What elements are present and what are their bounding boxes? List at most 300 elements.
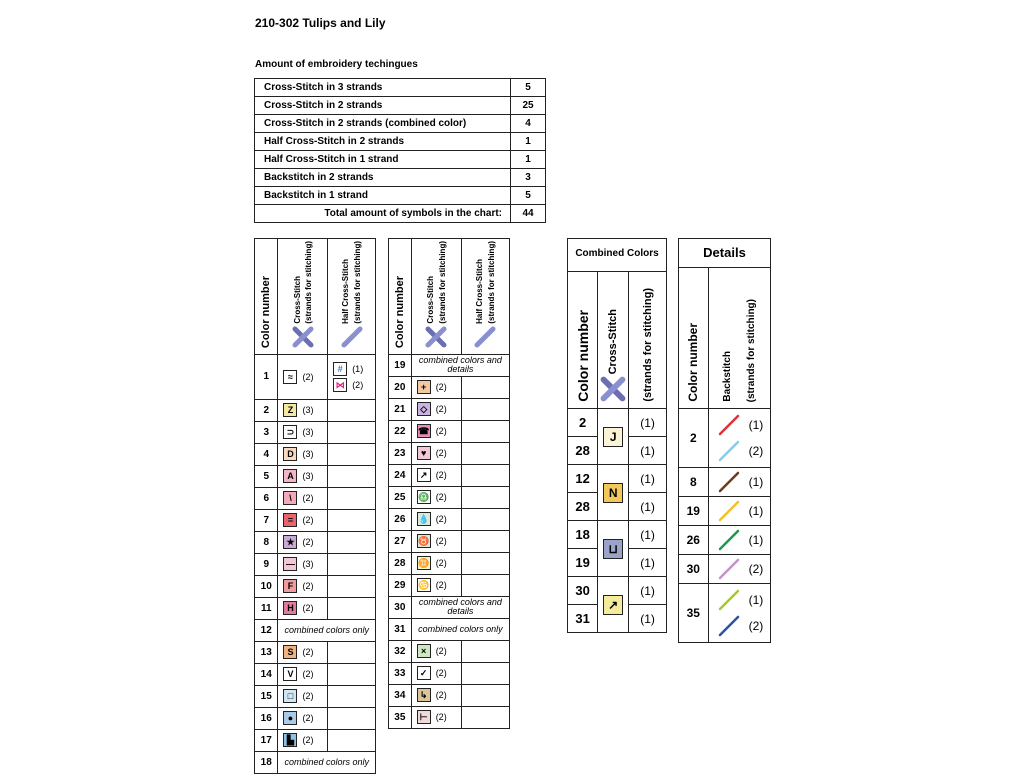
summary-label: Cross-Stitch in 3 strands <box>255 79 511 97</box>
color-number: 8 <box>679 468 709 497</box>
color-number: 31 <box>568 605 598 633</box>
stitch-symbol-icon: = <box>283 513 297 527</box>
backstitch-cell <box>708 555 770 584</box>
summary-value: 5 <box>511 79 546 97</box>
strand-count: (2) <box>435 536 447 547</box>
summary-label: Half Cross-Stitch in 2 strands <box>255 133 511 151</box>
backstitch-entry <box>709 469 770 495</box>
strand-count: (1) <box>352 363 364 374</box>
summary-label: Cross-Stitch in 2 strands (combined color) <box>255 115 511 133</box>
backstitch-line-icon <box>717 439 741 463</box>
header-color-number: Color number <box>686 323 701 402</box>
strand-count: (2) <box>435 690 447 701</box>
half-cross-icon <box>328 326 375 350</box>
summary-total-value: 44 <box>511 205 546 223</box>
half-cross-cell <box>461 530 509 552</box>
cross-stitch-cell <box>411 464 461 486</box>
half-cross-cell <box>328 641 376 663</box>
backstitch-entry <box>709 438 770 464</box>
combined-row <box>568 409 667 437</box>
summary-row <box>255 169 546 187</box>
legend-row <box>389 486 510 508</box>
strand-count: (2) <box>302 537 314 548</box>
legend-row <box>255 751 376 773</box>
half-cross-cell <box>461 376 509 398</box>
color-number: 24 <box>389 464 412 486</box>
color-number: 19 <box>389 354 412 376</box>
combined-symbol-cell <box>598 409 629 465</box>
details-table <box>678 238 771 643</box>
cross-stitch-cell <box>278 575 328 597</box>
backstitch-line <box>720 617 738 635</box>
color-number: 27 <box>389 530 412 552</box>
details-row <box>679 555 771 584</box>
color-number: 7 <box>255 509 278 531</box>
legend-row <box>255 354 376 399</box>
backstitch-line-icon <box>717 528 741 552</box>
half-cross-cell <box>328 531 376 553</box>
strand-count: (2) <box>302 515 314 526</box>
legend-row <box>389 640 510 662</box>
half-cross-cell <box>328 465 376 487</box>
stitch-symbol-icon: + <box>417 380 431 394</box>
cross-stitch-cell <box>411 442 461 464</box>
color-number: 12 <box>568 465 598 493</box>
stitch-symbol-icon: ♎ <box>418 492 430 503</box>
half-cross-cell <box>461 442 509 464</box>
color-number: 3 <box>255 421 278 443</box>
header-cross-stitch: Cross-Stitch <box>292 276 302 324</box>
strand-count: (1) <box>748 533 764 547</box>
details-row <box>679 584 771 643</box>
cross-stitch-cell <box>411 574 461 596</box>
page-title: 210-302 Tulips and Lily <box>255 16 386 30</box>
backstitch-cell <box>708 526 770 555</box>
summary-row <box>255 115 546 133</box>
legend-table-left <box>254 238 376 774</box>
color-number: 23 <box>389 442 412 464</box>
backstitch-entry <box>709 412 770 438</box>
strand-count: (2) <box>302 603 314 614</box>
color-number: 35 <box>389 706 412 728</box>
half-cross-cell <box>461 662 509 684</box>
cross-stitch-cell <box>278 354 328 399</box>
stitch-symbol-icon: 💧 <box>418 514 430 525</box>
stitch-symbol-icon: ● <box>283 711 297 725</box>
summary-row <box>255 97 546 115</box>
cross-stitch-cell <box>278 509 328 531</box>
color-number: 4 <box>255 443 278 465</box>
strand-count: (2) <box>302 371 314 382</box>
stitch-symbol-icon: J <box>603 427 623 447</box>
header-half-cross: Half Cross-Stitch <box>475 258 485 324</box>
stitch-symbol-icon: ✓ <box>417 666 431 680</box>
backstitch-line <box>720 442 738 460</box>
section-subtitle: Amount of embroidery techingues <box>255 59 418 70</box>
cross-stitch-cell <box>278 685 328 707</box>
half-cross-cell <box>461 552 509 574</box>
legend-row <box>389 552 510 574</box>
summary-value: 1 <box>511 151 546 169</box>
color-number: 8 <box>255 531 278 553</box>
details-row <box>679 468 771 497</box>
combined-note: combined colors and details <box>411 354 509 376</box>
legend-row <box>389 508 510 530</box>
legend-row <box>255 707 376 729</box>
color-number: 13 <box>255 641 278 663</box>
stitch-symbol-icon: — <box>283 557 297 571</box>
header-strands: (strands for stitching) <box>745 298 757 402</box>
legend-table-right <box>388 238 510 729</box>
summary-row <box>255 79 546 97</box>
summary-total-row <box>255 205 546 223</box>
combined-note: combined colors only <box>278 619 376 641</box>
stitch-symbol-icon: D <box>283 447 297 461</box>
legend-row <box>389 706 510 728</box>
color-number: 14 <box>255 663 278 685</box>
header-strands: (strands for stitching) <box>352 241 362 324</box>
strand-count: (2) <box>435 448 447 459</box>
cross-stitch-cell <box>278 421 328 443</box>
stitch-symbol-icon: S <box>283 645 297 659</box>
backstitch-entry <box>709 556 770 582</box>
strand-count: (3) <box>302 559 314 570</box>
stitch-symbol-icon: ◇ <box>417 402 431 416</box>
half-cross-cell <box>461 464 509 486</box>
summary-value: 5 <box>511 187 546 205</box>
half-cross-cell <box>461 574 509 596</box>
half-cross-cell <box>328 707 376 729</box>
cross-stitch-cell <box>278 399 328 421</box>
header-strands: (strands for stitching) <box>304 241 314 324</box>
stitch-symbol-icon: Z <box>283 403 297 417</box>
legend-row <box>389 684 510 706</box>
legend-row <box>389 398 510 420</box>
summary-row <box>255 133 546 151</box>
stitch-symbol-icon: H <box>283 601 297 615</box>
backstitch-line <box>720 502 738 520</box>
backstitch-line-icon <box>717 588 741 612</box>
backstitch-line <box>720 560 738 578</box>
color-number: 19 <box>679 497 709 526</box>
color-number: 18 <box>568 521 598 549</box>
backstitch-line <box>720 473 738 491</box>
strand-count: (2) <box>302 647 314 658</box>
strand-count: (2) <box>435 426 447 437</box>
half-cross-cell <box>328 509 376 531</box>
color-number: 1 <box>255 354 278 399</box>
strand-count: (2) <box>748 444 764 458</box>
color-number: 2 <box>255 399 278 421</box>
stitch-symbol-icon: ♊ <box>418 558 430 569</box>
color-number: 2 <box>679 409 709 468</box>
color-number: 33 <box>389 662 412 684</box>
summary-value: 25 <box>511 97 546 115</box>
stitch-symbol-icon: A <box>283 469 297 483</box>
color-number: 34 <box>389 684 412 706</box>
half-cross-cell <box>328 421 376 443</box>
half-cross-icon <box>462 326 509 350</box>
legend-row <box>389 662 510 684</box>
half-cross-cell <box>461 640 509 662</box>
combined-symbol-cell <box>598 521 629 577</box>
stitch-symbol-icon: ▙ <box>283 733 297 747</box>
stitch-symbol-icon: ⊢ <box>417 710 431 724</box>
backstitch-line-icon <box>717 413 741 437</box>
cross-stitch-cell <box>278 553 328 575</box>
strand-count: (1) <box>629 521 667 549</box>
strand-count: (1) <box>629 605 667 633</box>
half-cross-cell <box>461 706 509 728</box>
color-number: 29 <box>389 574 412 596</box>
backstitch-entry <box>709 527 770 553</box>
strand-count: (1) <box>748 504 764 518</box>
strand-count: (3) <box>302 449 314 460</box>
backstitch-entry <box>709 498 770 524</box>
header-color-number: Color number <box>260 275 273 348</box>
summary-row <box>255 187 546 205</box>
color-number: 20 <box>389 376 412 398</box>
cross-stitch-cell <box>411 420 461 442</box>
legend-row <box>255 729 376 751</box>
summary-value: 3 <box>511 169 546 187</box>
stitch-symbol-icon: ⊃ <box>283 425 297 439</box>
color-number: 32 <box>389 640 412 662</box>
half-cross-cell <box>328 553 376 575</box>
legend-row <box>255 553 376 575</box>
stitch-symbol-icon: ★ <box>283 535 297 549</box>
backstitch-cell <box>708 497 770 526</box>
stitch-symbol-icon: N <box>603 483 623 503</box>
cross-stitch-cell <box>278 641 328 663</box>
summary-label: Half Cross-Stitch in 1 strand <box>255 151 511 169</box>
strand-count: (1) <box>629 437 667 465</box>
color-number: 28 <box>568 437 598 465</box>
half-cross-cell <box>328 729 376 751</box>
combined-colors-table <box>567 238 667 633</box>
color-number: 30 <box>389 596 412 618</box>
half-cross-entry <box>328 362 375 376</box>
cross-stitch-cell <box>411 398 461 420</box>
summary-value: 4 <box>511 115 546 133</box>
backstitch-line <box>720 531 738 549</box>
legend-row <box>255 575 376 597</box>
legend-row <box>255 685 376 707</box>
legend-row <box>389 618 510 640</box>
backstitch-entry <box>709 613 770 639</box>
cross-stitch-cell <box>278 487 328 509</box>
strand-count: (2) <box>302 669 314 680</box>
strand-count: (2) <box>435 558 447 569</box>
strand-count: (2) <box>302 493 314 504</box>
header-color-number: Color number <box>393 275 406 348</box>
legend-row <box>389 442 510 464</box>
strand-count: (2) <box>435 712 447 723</box>
cross-stitch-cell <box>278 729 328 751</box>
legend-row <box>255 509 376 531</box>
cross-stitch-cell <box>278 531 328 553</box>
backstitch-entry <box>709 587 770 613</box>
cross-stitch-cell <box>411 706 461 728</box>
color-number: 21 <box>389 398 412 420</box>
cross-stitch-cell <box>411 684 461 706</box>
stitch-symbol-icon: \ <box>283 491 297 505</box>
cross-stitch-cell <box>278 597 328 619</box>
stitch-symbol-icon: ♋ <box>418 580 430 591</box>
strand-count: (2) <box>302 713 314 724</box>
legend-row <box>255 597 376 619</box>
stitch-symbol-icon: × <box>417 644 431 658</box>
color-number: 11 <box>255 597 278 619</box>
cross-stitch-cell <box>411 376 461 398</box>
strand-count: (2) <box>748 619 764 633</box>
half-cross-cell <box>328 354 376 399</box>
cross-stitch-cell <box>411 486 461 508</box>
backstitch-line-icon <box>717 557 741 581</box>
stitch-symbol-icon: ≈ <box>283 370 297 384</box>
cross-stitch-cell <box>411 530 461 552</box>
details-row <box>679 497 771 526</box>
strand-count: (2) <box>352 379 364 390</box>
combined-note: combined colors and details <box>411 596 509 618</box>
cross-stitch-cell <box>411 640 461 662</box>
stitch-symbol-icon: V <box>283 667 297 681</box>
cross-stitch-icon <box>412 326 461 350</box>
legend-row <box>255 619 376 641</box>
cross-stitch-icon <box>278 326 327 350</box>
summary-label: Backstitch in 1 strand <box>255 187 511 205</box>
half-cross-cell <box>328 685 376 707</box>
header-half-cross: Half Cross-Stitch <box>341 258 351 324</box>
legend-row <box>255 641 376 663</box>
summary-row <box>255 151 546 169</box>
strand-count: (2) <box>435 404 447 415</box>
strand-count: (2) <box>435 580 447 591</box>
legend-row <box>255 421 376 443</box>
stitch-symbol-icon: ♉ <box>418 536 430 547</box>
cross-stitch-icon <box>598 376 628 404</box>
cross-stitch-cell <box>411 662 461 684</box>
color-number: 26 <box>389 508 412 530</box>
color-number: 5 <box>255 465 278 487</box>
stitch-symbol-icon: ↗ <box>417 468 431 482</box>
legend-row <box>255 663 376 685</box>
legend-row <box>389 530 510 552</box>
strand-count: (2) <box>748 562 764 576</box>
strand-count: (2) <box>302 735 314 746</box>
strand-count: (2) <box>435 382 447 393</box>
stitch-symbol-icon: ↗ <box>603 595 623 615</box>
strand-count: (1) <box>629 549 667 577</box>
details-heading: Details <box>679 239 771 268</box>
legend-row <box>255 443 376 465</box>
header-strands: (strands for stitching) <box>641 288 654 402</box>
color-number: 25 <box>389 486 412 508</box>
half-cross-cell <box>461 508 509 530</box>
cross-stitch-cell <box>278 663 328 685</box>
strand-count: (3) <box>302 471 314 482</box>
backstitch-line <box>720 591 738 609</box>
header-cross-stitch: Cross-Stitch <box>425 276 435 324</box>
backstitch-cell <box>708 584 770 643</box>
strand-count: (1) <box>629 409 667 437</box>
half-cross-cell <box>461 420 509 442</box>
half-cross-cell <box>461 486 509 508</box>
details-row <box>679 409 771 468</box>
color-number: 26 <box>679 526 709 555</box>
legend-row <box>389 376 510 398</box>
strand-count: (2) <box>435 646 447 657</box>
strand-count: (2) <box>435 514 447 525</box>
strand-count: (2) <box>302 691 314 702</box>
strand-count: (1) <box>629 465 667 493</box>
half-cross-cell <box>328 597 376 619</box>
cross-stitch-cell <box>411 508 461 530</box>
cross-stitch-cell <box>278 465 328 487</box>
combined-symbol-cell <box>598 577 629 633</box>
strand-count: (1) <box>748 418 764 432</box>
backstitch-line-icon <box>717 470 741 494</box>
legend-row <box>255 487 376 509</box>
stitch-symbol-icon: ⋈ <box>333 378 347 392</box>
color-number: 18 <box>255 751 278 773</box>
legend-row <box>389 596 510 618</box>
half-cross-cell <box>461 398 509 420</box>
half-cross-cell <box>328 663 376 685</box>
backstitch-line-icon <box>717 499 741 523</box>
combined-colors-heading: Combined Colors <box>568 239 667 272</box>
summary-label: Cross-Stitch in 2 strands <box>255 97 511 115</box>
strand-count: (1) <box>748 593 764 607</box>
combined-row <box>568 465 667 493</box>
half-cross-cell <box>461 684 509 706</box>
backstitch-cell <box>708 468 770 497</box>
strand-count: (2) <box>302 581 314 592</box>
legend-row <box>389 574 510 596</box>
combined-note: combined colors only <box>278 751 376 773</box>
half-cross-cell <box>328 487 376 509</box>
strand-count: (1) <box>748 475 764 489</box>
stitch-symbol-icon: □ <box>283 689 297 703</box>
legend-row <box>389 354 510 376</box>
stitch-symbol-icon: ⊔ <box>603 539 623 559</box>
color-number: 17 <box>255 729 278 751</box>
strand-count: (2) <box>435 470 447 481</box>
combined-note: combined colors only <box>411 618 509 640</box>
cross-stitch-cell <box>278 443 328 465</box>
half-cross-entry <box>328 378 375 392</box>
summary-total-label: Total amount of symbols in the chart: <box>255 205 511 223</box>
half-cross-cell <box>328 575 376 597</box>
header-strands: (strands for stitching) <box>486 241 496 324</box>
color-number: 28 <box>389 552 412 574</box>
color-number: 30 <box>679 555 709 584</box>
color-number: 16 <box>255 707 278 729</box>
backstitch-line <box>720 416 738 434</box>
color-number: 2 <box>568 409 598 437</box>
strand-count: (2) <box>435 492 447 503</box>
color-number: 19 <box>568 549 598 577</box>
combined-row <box>568 577 667 605</box>
cross-stitch-cell <box>278 707 328 729</box>
strand-count: (3) <box>302 427 314 438</box>
strand-count: (1) <box>629 577 667 605</box>
legend-row <box>255 531 376 553</box>
header-strands: (strands for stitching) <box>437 241 447 324</box>
details-row <box>679 526 771 555</box>
stitch-symbol-icon: ↳ <box>417 688 431 702</box>
color-number: 15 <box>255 685 278 707</box>
